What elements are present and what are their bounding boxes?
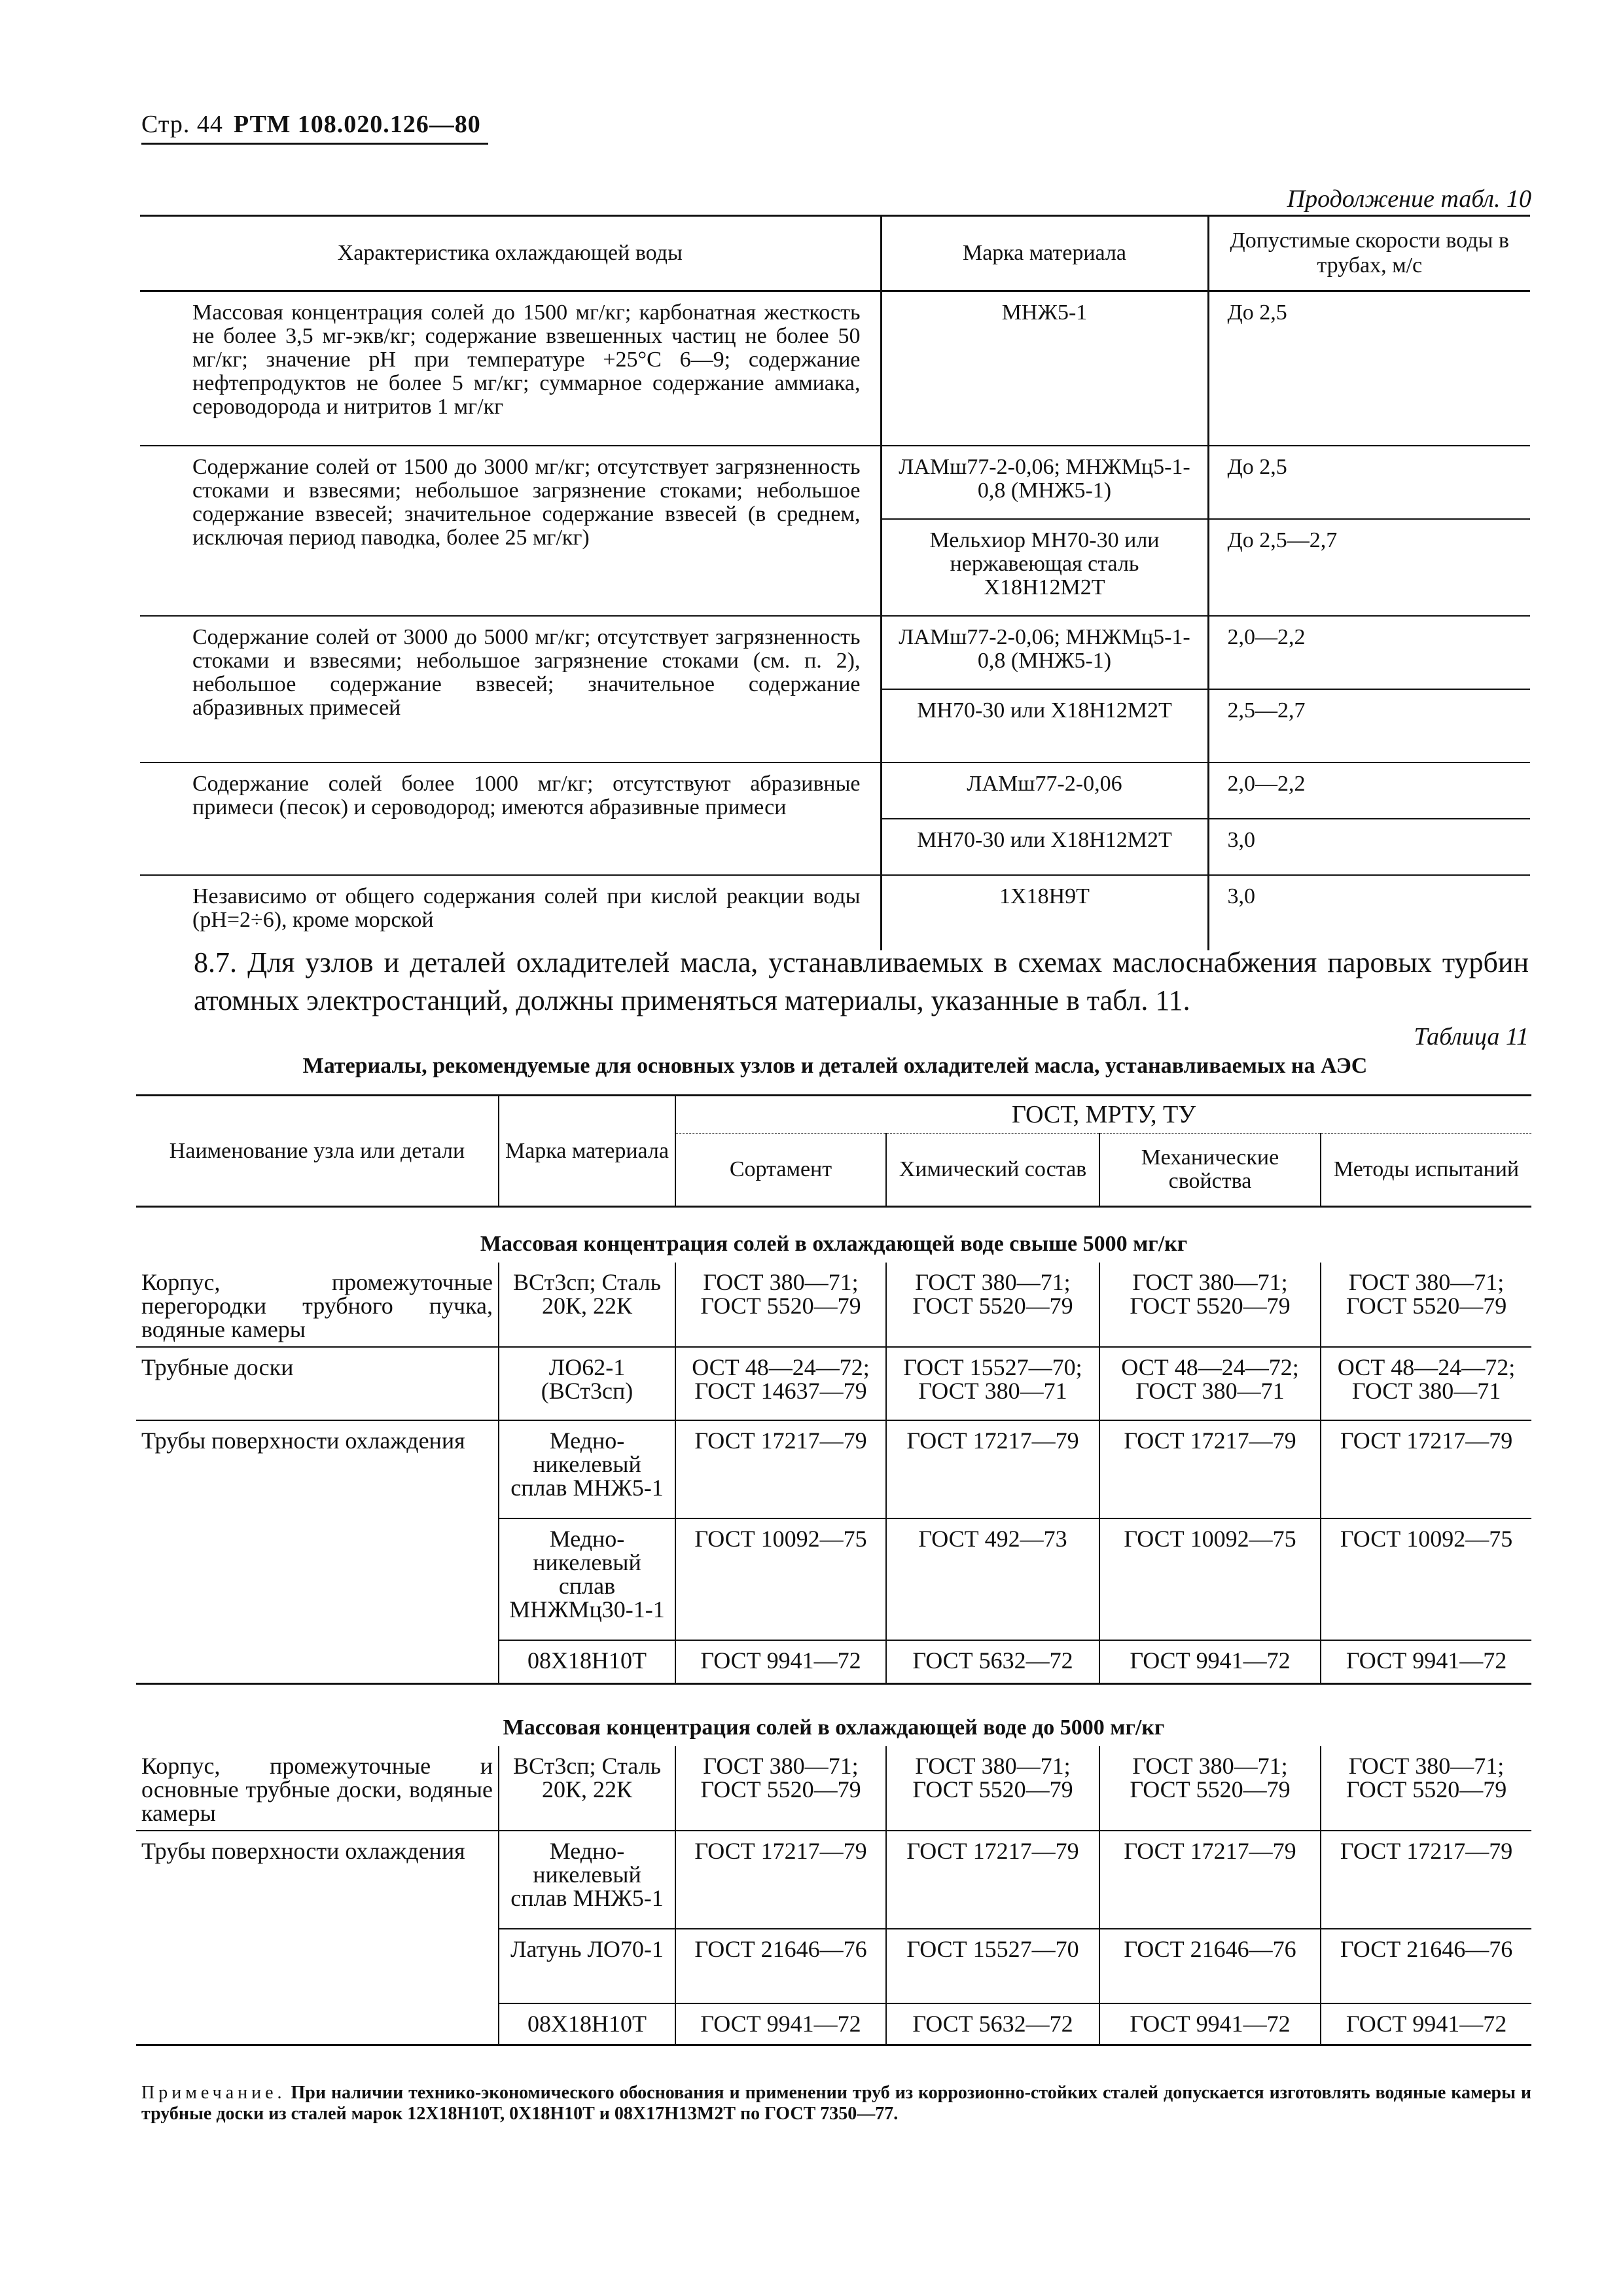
gost-cell: ГОСТ 5632—72 [886, 2003, 1099, 2045]
gost-cell: ГОСТ 380—71; ГОСТ 5520—79 [675, 1263, 886, 1347]
page-number: Стр. 44 [141, 111, 223, 138]
gost-cell: ГОСТ 380—71; ГОСТ 5520—79 [886, 1746, 1099, 1831]
gost-cell: ГОСТ 380—71; ГОСТ 5520—79 [1099, 1746, 1321, 1831]
gost-cell: ГОСТ 9941—72 [1099, 1640, 1321, 1683]
water-speed: 2,0—2,2 [1208, 762, 1530, 819]
table10-header-row [140, 216, 1530, 291]
gost-cell: ГОСТ 21646—76 [1321, 1929, 1531, 2003]
water-speed: 3,0 [1208, 819, 1530, 875]
material-mark: ЛАМш77-2-0,06; МНЖМц5-1-0,8 (МНЖ5-1) [881, 616, 1208, 689]
water-characteristic: Содержание солей от 3000 до 5000 мг/кг; отсутствует загрязненность стоками и взвесями; небольшое загрязнение стоками (см. п. 2), небольшое содержание взвесей; значительное содержание абразивных примесей [140, 616, 881, 762]
gost-cell: ГОСТ 15527—70; ГОСТ 380—71 [886, 1347, 1099, 1420]
table-row [140, 762, 1530, 819]
gost-cell: ГОСТ 17217—79 [886, 1420, 1099, 1518]
table10-header-water: Характеристика охлаждающей воды [140, 216, 881, 291]
table10-header-material: Марка материала [881, 216, 1208, 291]
table11-header-mark: Марка материала [499, 1096, 675, 1207]
gost-cell: ОСТ 48—24—72; ГОСТ 14637—79 [675, 1347, 886, 1420]
material-mark: Латунь ЛО70-1 [499, 1929, 675, 2003]
table-row [140, 616, 1530, 689]
gost-cell: ОСТ 48—24—72; ГОСТ 380—71 [1099, 1347, 1321, 1420]
gost-cell: ОСТ 48—24—72; ГОСТ 380—71 [1321, 1347, 1531, 1420]
table11-label: Таблица 11 [1414, 1023, 1529, 1050]
table11-title: Материалы, рекомендуемые для основных узлов и деталей охладителей масла, устанавливаемых на АЭС [302, 1054, 1368, 1078]
table-row [136, 1831, 1531, 1929]
paragraph-8-7: 8.7. Для узлов и деталей охладителей масла, устанавливаемых в схемах маслоснабжения паровых турбин атомных электростанций, должны применяться материалы, указанные в табл. 11. [194, 946, 1529, 1016]
gost-cell: ГОСТ 17217—79 [1321, 1831, 1531, 1929]
page-header [141, 110, 488, 145]
gost-cell: ГОСТ 17217—79 [675, 1420, 886, 1518]
table11-header-name: Наименование узла или детали [136, 1096, 499, 1207]
table11-header-mechanical: Механические свойства [1099, 1134, 1321, 1207]
gost-cell: ГОСТ 380—71; ГОСТ 5520—79 [1321, 1746, 1531, 1831]
table-row [136, 1420, 1531, 1518]
footnote [141, 2083, 1531, 2125]
table11-header-assortment: Сортамент [675, 1134, 886, 1207]
water-speed: 2,0—2,2 [1208, 616, 1530, 689]
water-characteristic: Содержание солей от 1500 до 3000 мг/кг; отсутствует загрязненность стоками и взвесями; небольшое загрязнение стоками; небольшое содержание взвесей; значительное содержание взвесей (в среднем, исключая период паводка, более 25 мг/кг) [140, 446, 881, 616]
gost-cell: ГОСТ 492—73 [886, 1518, 1099, 1640]
water-speed: До 2,5 [1208, 446, 1530, 519]
table-row [140, 875, 1530, 950]
table-row [136, 1263, 1531, 1347]
part-name: Трубные доски [136, 1347, 499, 1420]
gost-cell: ГОСТ 9941—72 [675, 2003, 886, 2045]
part-name: Корпус, промежуточные перегородки трубного пучка, водяные камеры [136, 1263, 499, 1347]
gost-cell: ГОСТ 10092—75 [1099, 1518, 1321, 1640]
material-mark: 08Х18Н10Т [499, 1640, 675, 1683]
gost-cell: ГОСТ 380—71; ГОСТ 5520—79 [675, 1746, 886, 1831]
material-mark: Мельхиор МН70-30 или нержавеющая сталь Х18Н12М2Т [881, 519, 1208, 616]
table-row [140, 446, 1530, 519]
material-mark: ЛАМш77-2-0,06 [881, 762, 1208, 819]
material-mark: МН70-30 или Х18Н12М2Т [881, 689, 1208, 762]
water-characteristic: Независимо от общего содержания солей при кислой реакции воды (pH=2÷6), кроме морской [192, 884, 861, 932]
gost-cell: ГОСТ 15527—70 [886, 1929, 1099, 2003]
water-characteristic: Содержание солей более 1000 мг/кг; отсутствуют абразивные примеси (песок) и сероводород; имеются абразивные примеси [140, 762, 881, 875]
gost-cell: ГОСТ 9941—72 [1099, 2003, 1321, 2045]
gost-cell: ГОСТ 10092—75 [1321, 1518, 1531, 1640]
part-name: Корпус, промежуточные и основные трубные доски, водяные камеры [136, 1746, 499, 1831]
water-characteristic: Массовая концентрация солей до 1500 мг/кг; карбонатная жесткость не более 3,5 мг-экв/кг; содержание взвешенных частиц не более 50 мг/кг; значение pH при температуре +25°С 6—9; содержание нефтепродуктов не более 5 мг/кг; суммарное содержание аммиака, сероводорода и нитритов 1 мг/кг [140, 291, 881, 446]
gost-cell: ГОСТ 17217—79 [1099, 1420, 1321, 1518]
material-mark: ВСт3сп; Сталь 20К, 22К [499, 1746, 675, 1831]
gost-cell: ГОСТ 380—71; ГОСТ 5520—79 [1099, 1263, 1321, 1347]
part-name: Трубы поверхности охлаждения [136, 1831, 499, 2045]
gost-cell: ГОСТ 21646—76 [675, 1929, 886, 2003]
table-11 [136, 1094, 1531, 2046]
material-mark: ЛАМш77-2-0,06; МНЖМц5-1-0,8 (МНЖ5-1) [881, 446, 1208, 519]
gost-cell: ГОСТ 9941—72 [675, 1640, 886, 1683]
part-name: Трубы поверхности охлаждения [136, 1420, 499, 1683]
gost-cell: ГОСТ 9941—72 [1321, 2003, 1531, 2045]
gost-cell: ГОСТ 17217—79 [1099, 1831, 1321, 1929]
water-speed: До 2,5—2,7 [1208, 519, 1530, 616]
footnote-text: При наличии технико-экономического обоснования и применении труб из коррозионно-стойких сталей допускается изготовлять водяные камеры и трубные доски из сталей марок 12Х18Н10Т, 0Х18Н10Т и 08Х17Н13М2Т по ГОСТ 7350—77. [141, 2083, 1532, 2124]
material-mark: ВСт3сп; Сталь 20К, 22К [499, 1263, 675, 1347]
table-row [136, 1347, 1531, 1420]
table-row [136, 1746, 1531, 1831]
footnote-label: Примечание. [141, 2083, 286, 2103]
document-code: РТМ 108.020.126—80 [233, 111, 481, 138]
table11-header-gost: ГОСТ, МРТУ, ТУ [675, 1096, 1531, 1134]
material-mark: Медно-никелевый сплав МНЖ5-1 [499, 1420, 675, 1518]
table11-header-chemical: Химический состав [886, 1134, 1099, 1207]
material-mark: ЛО62-1 (ВСт3сп) [499, 1347, 675, 1420]
gost-cell: ГОСТ 17217—79 [886, 1831, 1099, 1929]
material-mark: 1Х18Н9Т [881, 875, 1208, 950]
table11-header-methods: Методы испытаний [1321, 1134, 1531, 1207]
water-speed: 2,5—2,7 [1208, 689, 1530, 762]
material-mark: 08Х18Н10Т [499, 2003, 675, 2045]
gost-cell: ГОСТ 380—71; ГОСТ 5520—79 [886, 1263, 1099, 1347]
section-heading: Массовая концентрация солей в охлаждающей воде до 5000 мг/кг [503, 1715, 1165, 1740]
material-mark: Медно-никелевый сплав МНЖ5-1 [499, 1831, 675, 1929]
material-mark: Медно-никелевый сплав МНЖМц30-1-1 [499, 1518, 675, 1640]
water-speed: До 2,5 [1208, 291, 1530, 446]
table-10 [140, 215, 1530, 950]
table-row [140, 291, 1530, 446]
material-mark: МНЖ5-1 [881, 291, 1208, 446]
gost-cell: ГОСТ 17217—79 [1321, 1420, 1531, 1518]
water-speed: 3,0 [1208, 875, 1530, 950]
material-mark: МН70-30 или Х18Н12М2Т [881, 819, 1208, 875]
section-heading: Массовая концентрация солей в охлаждающей воде свыше 5000 мг/кг [480, 1232, 1188, 1256]
gost-cell: ГОСТ 10092—75 [675, 1518, 886, 1640]
gost-cell: ГОСТ 380—71; ГОСТ 5520—79 [1321, 1263, 1531, 1347]
table11-section-row [136, 1683, 1531, 1746]
gost-cell: ГОСТ 5632—72 [886, 1640, 1099, 1683]
table11-section-row [136, 1207, 1531, 1263]
table11-header-row [136, 1096, 1531, 1134]
table10-header-speed: Допустимые скорости воды в трубах, м/с [1208, 216, 1530, 291]
table10-continuation-label: Продолжение табл. 10 [1287, 185, 1531, 213]
gost-cell: ГОСТ 17217—79 [675, 1831, 886, 1929]
gost-cell: ГОСТ 21646—76 [1099, 1929, 1321, 2003]
gost-cell: ГОСТ 9941—72 [1321, 1640, 1531, 1683]
